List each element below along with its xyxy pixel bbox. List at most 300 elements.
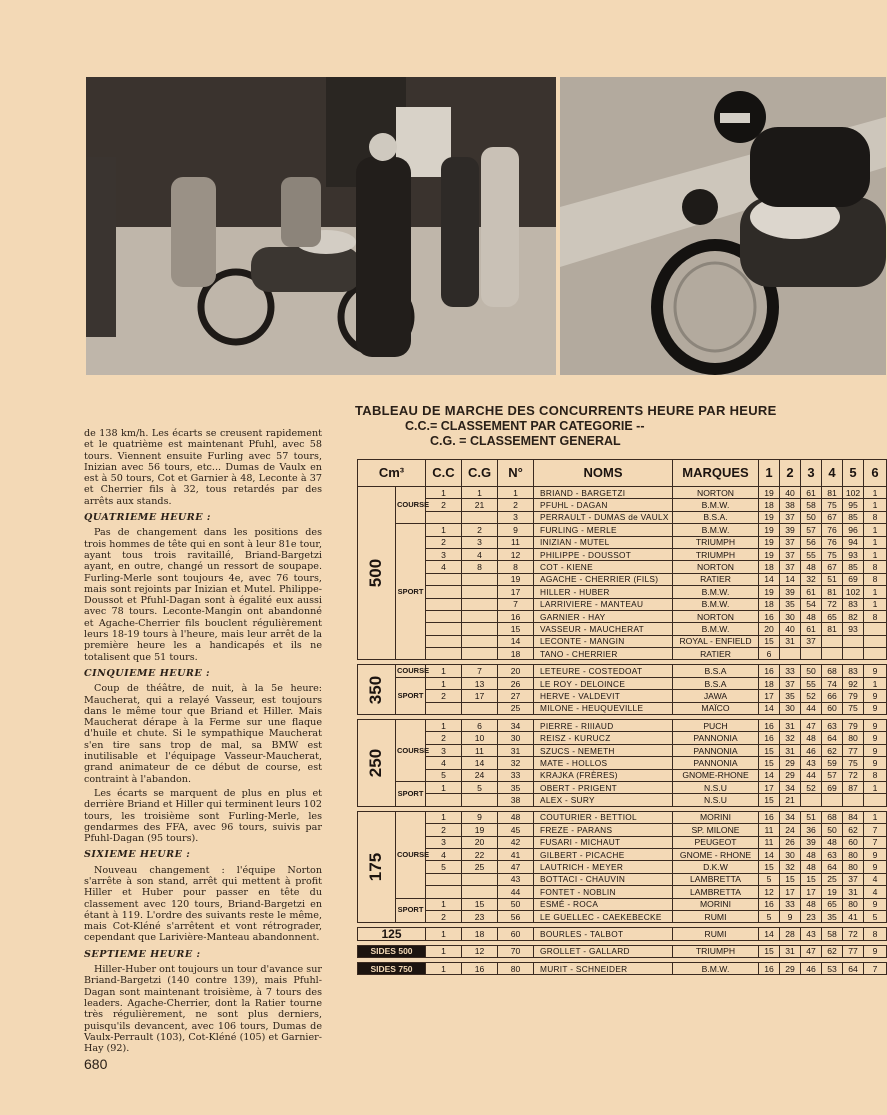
cell-marque: TRIUMPH — [673, 536, 759, 548]
cell-cg: 11 — [462, 744, 498, 756]
cell-num: 30 — [498, 732, 534, 744]
table-row — [358, 499, 887, 511]
cell-hour-1: 5 — [759, 910, 780, 922]
cell-marque: B.S.A — [673, 665, 759, 677]
cell-num: 2 — [498, 499, 534, 511]
cell-cc: 1 — [426, 898, 462, 910]
cell-hour-2: 40 — [780, 487, 801, 499]
cell-noms: PFUHL - DAGAN — [534, 499, 673, 511]
article-text — [84, 428, 322, 1057]
cell-hour-1: 19 — [759, 548, 780, 560]
cell-hour-4: 76 — [822, 524, 843, 536]
cell-cg: 9 — [462, 811, 498, 823]
cell-marque: B.M.W. — [673, 524, 759, 536]
paragraph-sixth-hour: Nouveau changement : l'équipe Norton s'arrête à son stand, arrêt qui mettent à profit Hiller et Huber pour passer en tête du classement avec 120 tours, Briand-Bargetzi en étant à 119. L'ordre des suivants reste le même, mais Cot-Kléné s'arrêtent et vont rétrograder, cependant que Larivière-Manteau abandonnent. — [84, 864, 322, 944]
cell-hour-3: 48 — [801, 732, 822, 744]
cell-cc: 5 — [426, 861, 462, 873]
cell-cg: 22 — [462, 848, 498, 860]
cell-hour-5: 41 — [843, 910, 864, 922]
cell-hour-2: 30 — [780, 610, 801, 622]
cell-hour-6: 9 — [864, 861, 887, 873]
cell-noms: PIERRE - RIIIAUD — [534, 720, 673, 732]
cell-cc: 1 — [426, 781, 462, 793]
cell-hour-1: 12 — [759, 886, 780, 898]
cell-hour-4: 48 — [822, 836, 843, 848]
cell-hour-1: 19 — [759, 524, 780, 536]
table-row — [358, 757, 887, 769]
cell-noms: ESMÉ - ROCA — [534, 898, 673, 910]
cell-noms: MILONE - HEUQUEVILLE — [534, 702, 673, 714]
cell-hour-2: 38 — [780, 499, 801, 511]
legend-cc: C.C.= CLASSEMENT PAR CATEGORIE -- — [405, 419, 645, 433]
cell-hour-6: 1 — [864, 536, 887, 548]
cell-marque: TRIUMPH — [673, 945, 759, 957]
cell-hour-6: 9 — [864, 690, 887, 702]
cell-marque: NORTON — [673, 561, 759, 573]
table-row — [358, 945, 887, 957]
cell-noms: HERVE - VALDEVIT — [534, 690, 673, 702]
cell-noms: HILLER - HUBER — [534, 586, 673, 598]
cell-hour-4: 69 — [822, 781, 843, 793]
cell-cc: 5 — [426, 769, 462, 781]
cell-hour-1: 18 — [759, 677, 780, 689]
cell-hour-3: 56 — [801, 536, 822, 548]
cell-hour-3: 15 — [801, 873, 822, 885]
cell-cg — [462, 610, 498, 622]
table-title: TABLEAU DE MARCHE DES CONCURRENTS HEURE PAR HEURE — [355, 403, 777, 418]
cell-noms: FURLING - MERLE — [534, 524, 673, 536]
cell-cc: 3 — [426, 836, 462, 848]
cell-hour-3: 46 — [801, 744, 822, 756]
cell-noms: LAUTRICH - MEYER — [534, 861, 673, 873]
cell-hour-2: 31 — [780, 945, 801, 957]
paragraph-fourth-hour: Pas de changement dans les positions des trois hommes de tête qui en sont à leur 81e tour, ayant tous trois ravitaillé, Briand-Bargetzi ayant, en outre, changé un ressort de soupape. Furling-Merle sont toujours 4e, avec 76 tours, mais sont rejoints par Inizian et Mutel. Philippe-Doussot et Pfuhl-Dagan sont à égalité eux aussi avec 78 tours. Leconte-Mangin ont abandonné et Agache-Cherrier fils bouclent régulièrement leurs 18-19 tours à l'heure, mais leur arrêt de la première heure les a handicapés et ils ne totalisent que 51 tours. — [84, 527, 322, 663]
cell-hour-6: 9 — [864, 757, 887, 769]
cell-cc: 1 — [426, 963, 462, 975]
category-label: 175 — [366, 852, 386, 882]
cell-hour-4: 25 — [822, 873, 843, 885]
cell-hour-4: 67 — [822, 561, 843, 573]
cell-num: 26 — [498, 677, 534, 689]
cell-hour-3: 50 — [801, 665, 822, 677]
cell-hour-5: 83 — [843, 665, 864, 677]
cell-noms: MATE - HOLLOS — [534, 757, 673, 769]
cell-cc: 4 — [426, 848, 462, 860]
cell-noms: OBERT - PRIGENT — [534, 781, 673, 793]
cell-hour-3: 50 — [801, 511, 822, 523]
cell-cg — [462, 635, 498, 647]
cell-hour-1: 11 — [759, 824, 780, 836]
cell-hour-6: 8 — [864, 769, 887, 781]
cell-hour-1: 14 — [759, 848, 780, 860]
cell-noms: LE ROY - DELOINCE — [534, 677, 673, 689]
cell-hour-6: 9 — [864, 945, 887, 957]
cell-hour-1: 19 — [759, 487, 780, 499]
cell-hour-2: 34 — [780, 781, 801, 793]
cell-marque: N.S.U — [673, 781, 759, 793]
category-label: 500 — [366, 559, 386, 588]
cell-cg — [462, 886, 498, 898]
cell-hour-3: 51 — [801, 811, 822, 823]
cell-hour-2: 28 — [780, 928, 801, 940]
cell-hour-4: 75 — [822, 548, 843, 560]
cell-hour-5: 60 — [843, 836, 864, 848]
header-hour-6: 6 — [864, 460, 887, 487]
cell-hour-4: 51 — [822, 573, 843, 585]
subcategory-label: COURSE — [396, 720, 426, 782]
cell-hour-2: 39 — [780, 586, 801, 598]
header-cc: C.C — [426, 460, 462, 487]
cell-hour-5: 79 — [843, 690, 864, 702]
cell-hour-6: 1 — [864, 586, 887, 598]
cell-num: 33 — [498, 769, 534, 781]
cell-hour-4: 81 — [822, 623, 843, 635]
cell-cc: 1 — [426, 677, 462, 689]
cell-hour-5: 80 — [843, 732, 864, 744]
cell-hour-5: 77 — [843, 744, 864, 756]
cell-hour-1: 14 — [759, 702, 780, 714]
cell-cg: 8 — [462, 561, 498, 573]
cell-noms: GILBERT - PICACHE — [534, 848, 673, 860]
cell-hour-5: 102 — [843, 586, 864, 598]
cell-hour-4: 72 — [822, 598, 843, 610]
cell-num: 70 — [498, 945, 534, 957]
cell-cg — [462, 648, 498, 660]
cell-hour-4: 81 — [822, 487, 843, 499]
cell-hour-6: 9 — [864, 848, 887, 860]
cell-hour-4: 74 — [822, 677, 843, 689]
table-row — [358, 586, 887, 598]
cell-cg — [462, 586, 498, 598]
cell-cg: 19 — [462, 824, 498, 836]
cell-cg: 1 — [462, 487, 498, 499]
cell-marque: LAMBRETTA — [673, 873, 759, 885]
table-row — [358, 836, 887, 848]
cell-hour-1: 17 — [759, 781, 780, 793]
cell-marque: B.S.A. — [673, 511, 759, 523]
cell-cc: 1 — [426, 811, 462, 823]
cell-marque: MORINI — [673, 811, 759, 823]
category-label: 250 — [366, 748, 386, 778]
cell-noms: KRAJKA (FRÈRES) — [534, 769, 673, 781]
cell-cc: 2 — [426, 499, 462, 511]
cell-hour-5 — [843, 794, 864, 806]
cell-noms: BOURLES - TALBOT — [534, 928, 673, 940]
cell-noms: INIZIAN - MUTEL — [534, 536, 673, 548]
table-row — [358, 898, 887, 910]
cell-hour-1: 16 — [759, 720, 780, 732]
table-row — [358, 702, 887, 714]
category-label: 350 — [366, 675, 386, 704]
cell-hour-4: 35 — [822, 910, 843, 922]
cell-hour-5: 82 — [843, 610, 864, 622]
cell-marque: B.M.W. — [673, 586, 759, 598]
cell-hour-6: 1 — [864, 781, 887, 793]
cell-num: 31 — [498, 744, 534, 756]
header-hour-1: 1 — [759, 460, 780, 487]
cell-num: 1 — [498, 487, 534, 499]
table-row — [358, 598, 887, 610]
cell-marque: PUCH — [673, 720, 759, 732]
header-hour-3: 3 — [801, 460, 822, 487]
table-row — [358, 928, 887, 940]
cell-hour-6 — [864, 623, 887, 635]
cell-cc: 1 — [426, 928, 462, 940]
cell-hour-6: 1 — [864, 524, 887, 536]
cell-marque: GNOME-RHONE — [673, 769, 759, 781]
category-cell — [358, 720, 396, 807]
cell-marque: PANNONIA — [673, 732, 759, 744]
cell-num: 12 — [498, 548, 534, 560]
cell-num: 32 — [498, 757, 534, 769]
cell-hour-1: 14 — [759, 573, 780, 585]
cell-hour-1: 16 — [759, 898, 780, 910]
cell-cg — [462, 702, 498, 714]
table-row — [358, 677, 887, 689]
cell-hour-6: 7 — [864, 824, 887, 836]
subcategory-label: COURSE — [396, 665, 426, 677]
cell-cc: 4 — [426, 757, 462, 769]
cell-hour-6: 1 — [864, 811, 887, 823]
cell-num: 8 — [498, 561, 534, 573]
cell-hour-5: 77 — [843, 945, 864, 957]
cell-hour-4: 57 — [822, 769, 843, 781]
cell-hour-1: 18 — [759, 598, 780, 610]
cell-cc: 1 — [426, 665, 462, 677]
cell-hour-1: 14 — [759, 769, 780, 781]
cell-cc — [426, 511, 462, 523]
cell-hour-2: 31 — [780, 720, 801, 732]
cell-hour-5: 94 — [843, 536, 864, 548]
cell-hour-4: 59 — [822, 757, 843, 769]
table-row — [358, 781, 887, 793]
cell-hour-3: 48 — [801, 861, 822, 873]
header-cm3: Cm³ — [358, 460, 426, 487]
cell-num: 15 — [498, 623, 534, 635]
cell-cg — [462, 573, 498, 585]
cell-num: 34 — [498, 720, 534, 732]
category-cell — [358, 487, 396, 660]
table-header-row — [358, 460, 887, 487]
cell-hour-2: 31 — [780, 744, 801, 756]
table-row — [358, 610, 887, 622]
cell-cg — [462, 623, 498, 635]
cell-hour-1: 15 — [759, 744, 780, 756]
cell-hour-2: 31 — [780, 635, 801, 647]
cell-hour-1: 11 — [759, 836, 780, 848]
cell-hour-6: 4 — [864, 873, 887, 885]
cell-hour-3: 61 — [801, 623, 822, 635]
cell-hour-4: 76 — [822, 536, 843, 548]
cell-num: 45 — [498, 824, 534, 836]
cell-hour-5: 83 — [843, 598, 864, 610]
cell-hour-2: 32 — [780, 732, 801, 744]
cell-cg — [462, 511, 498, 523]
cell-noms: COUTURIER - BETTIOL — [534, 811, 673, 823]
cell-hour-3: 55 — [801, 677, 822, 689]
cell-noms: LETEURE - COSTEDOAT — [534, 665, 673, 677]
cell-hour-2: 37 — [780, 548, 801, 560]
cell-cg: 20 — [462, 836, 498, 848]
cell-hour-4: 53 — [822, 963, 843, 975]
cell-noms: GROLLET - GALLARD — [534, 945, 673, 957]
cell-cc: 2 — [426, 910, 462, 922]
cell-num: 60 — [498, 928, 534, 940]
cell-hour-3 — [801, 648, 822, 660]
cell-hour-3: 44 — [801, 769, 822, 781]
cell-num: 56 — [498, 910, 534, 922]
cell-cg: 16 — [462, 963, 498, 975]
cell-cg: 25 — [462, 861, 498, 873]
cell-hour-6: 8 — [864, 511, 887, 523]
cell-cc — [426, 610, 462, 622]
cell-hour-3: 54 — [801, 598, 822, 610]
cell-hour-2: 35 — [780, 690, 801, 702]
cell-cc — [426, 623, 462, 635]
header-cg: C.G — [462, 460, 498, 487]
table-row — [358, 811, 887, 823]
cell-hour-6: 7 — [864, 963, 887, 975]
cell-cc — [426, 702, 462, 714]
photo-rider — [560, 77, 886, 375]
table-title-block — [355, 403, 885, 448]
cell-cc: 1 — [426, 524, 462, 536]
cell-num: 25 — [498, 702, 534, 714]
cell-hour-2: 33 — [780, 898, 801, 910]
cell-hour-1: 17 — [759, 690, 780, 702]
article-intro: de 138 km/h. Les écarts se creusent rapidement et le quatrième est maintenant Pfuhl, avec 58 tours. Viennent ensuite Furling avec 57 tours, Inizian avec 56 tours, etc... Dumas de Vaulx en est à 50 tours, Cot et Garnier à 48, Leconte à 37 et Cherrier fils à 32, tous retardés par des arrêts aux stands. — [84, 428, 322, 507]
category-label: 125 — [358, 928, 426, 940]
cell-hour-3: 48 — [801, 848, 822, 860]
cell-hour-2: 34 — [780, 811, 801, 823]
cell-marque: ROYAL - ENFIELD — [673, 635, 759, 647]
cell-hour-4: 68 — [822, 665, 843, 677]
table-row — [358, 648, 887, 660]
cell-hour-2: 32 — [780, 861, 801, 873]
cell-hour-2 — [780, 648, 801, 660]
cell-hour-4: 58 — [822, 928, 843, 940]
cell-cc — [426, 573, 462, 585]
cell-marque: PANNONIA — [673, 757, 759, 769]
cell-noms: MURIT - SCHNEIDER — [534, 963, 673, 975]
table-row — [358, 536, 887, 548]
table-row — [358, 573, 887, 585]
header-marques: MARQUES — [673, 460, 759, 487]
cell-num: 47 — [498, 861, 534, 873]
cell-hour-4 — [822, 648, 843, 660]
category-label: SIDES 750 — [358, 963, 426, 975]
cell-cc: 2 — [426, 536, 462, 548]
cell-cg — [462, 794, 498, 806]
heading-sixth-hour: SIXIEME HEURE : — [84, 849, 191, 861]
cell-hour-2: 33 — [780, 665, 801, 677]
table-row — [358, 744, 887, 756]
cell-cc — [426, 598, 462, 610]
cell-hour-6: 8 — [864, 573, 887, 585]
cell-hour-6 — [864, 648, 887, 660]
cell-hour-2: 29 — [780, 757, 801, 769]
cell-cc: 2 — [426, 732, 462, 744]
cell-marque: RUMI — [673, 910, 759, 922]
cell-hour-2: 37 — [780, 561, 801, 573]
cell-hour-4: 66 — [822, 690, 843, 702]
cell-hour-5: 62 — [843, 824, 864, 836]
cell-hour-4 — [822, 635, 843, 647]
cell-hour-1: 19 — [759, 586, 780, 598]
cell-cg — [462, 598, 498, 610]
cell-hour-4 — [822, 794, 843, 806]
cell-noms: SZUCS - NEMETH — [534, 744, 673, 756]
cell-num: 41 — [498, 848, 534, 860]
cell-hour-5 — [843, 635, 864, 647]
cell-hour-2: 35 — [780, 598, 801, 610]
cell-marque: N.S.U — [673, 794, 759, 806]
table-row — [358, 690, 887, 702]
cell-cc: 1 — [426, 945, 462, 957]
cell-hour-4: 81 — [822, 586, 843, 598]
cell-cc: 3 — [426, 744, 462, 756]
cell-hour-2: 26 — [780, 836, 801, 848]
cell-cg: 18 — [462, 928, 498, 940]
cell-hour-1: 5 — [759, 873, 780, 885]
cell-hour-2: 17 — [780, 886, 801, 898]
cell-hour-6 — [864, 635, 887, 647]
cell-hour-3: 52 — [801, 781, 822, 793]
cell-hour-5: 80 — [843, 848, 864, 860]
cell-hour-2: 39 — [780, 524, 801, 536]
cell-hour-1: 15 — [759, 635, 780, 647]
cell-cg: 12 — [462, 945, 498, 957]
cell-hour-5: 93 — [843, 548, 864, 560]
subcategory-label: SPORT — [396, 898, 426, 923]
cell-noms: FREZE - PARANS — [534, 824, 673, 836]
cell-hour-6: 9 — [864, 898, 887, 910]
cell-hour-6: 1 — [864, 677, 887, 689]
cell-hour-3: 43 — [801, 757, 822, 769]
cell-num: 38 — [498, 794, 534, 806]
cell-marque: NORTON — [673, 487, 759, 499]
cell-num: 17 — [498, 586, 534, 598]
cell-hour-1: 14 — [759, 928, 780, 940]
cell-hour-5: 69 — [843, 573, 864, 585]
cell-cg: 6 — [462, 720, 498, 732]
table-row — [358, 635, 887, 647]
cell-marque: JAWA — [673, 690, 759, 702]
cell-marque: RUMI — [673, 928, 759, 940]
cell-hour-3: 58 — [801, 499, 822, 511]
header-hour-2: 2 — [780, 460, 801, 487]
cell-hour-5: 31 — [843, 886, 864, 898]
cell-hour-4: 50 — [822, 824, 843, 836]
cell-num: 18 — [498, 648, 534, 660]
photo-pit-stop — [86, 77, 556, 375]
cell-hour-6: 7 — [864, 836, 887, 848]
cell-cg: 13 — [462, 677, 498, 689]
table-row — [358, 623, 887, 635]
cell-hour-3: 57 — [801, 524, 822, 536]
cell-hour-3: 61 — [801, 487, 822, 499]
cell-hour-2: 29 — [780, 769, 801, 781]
subcategory-label: SPORT — [396, 524, 426, 660]
table-row — [358, 548, 887, 560]
cell-num: 19 — [498, 573, 534, 585]
cell-hour-4: 62 — [822, 945, 843, 957]
cell-hour-4: 63 — [822, 848, 843, 860]
results-table — [357, 459, 887, 975]
cell-hour-6: 5 — [864, 910, 887, 922]
cell-hour-3: 47 — [801, 720, 822, 732]
cell-hour-3: 48 — [801, 561, 822, 573]
